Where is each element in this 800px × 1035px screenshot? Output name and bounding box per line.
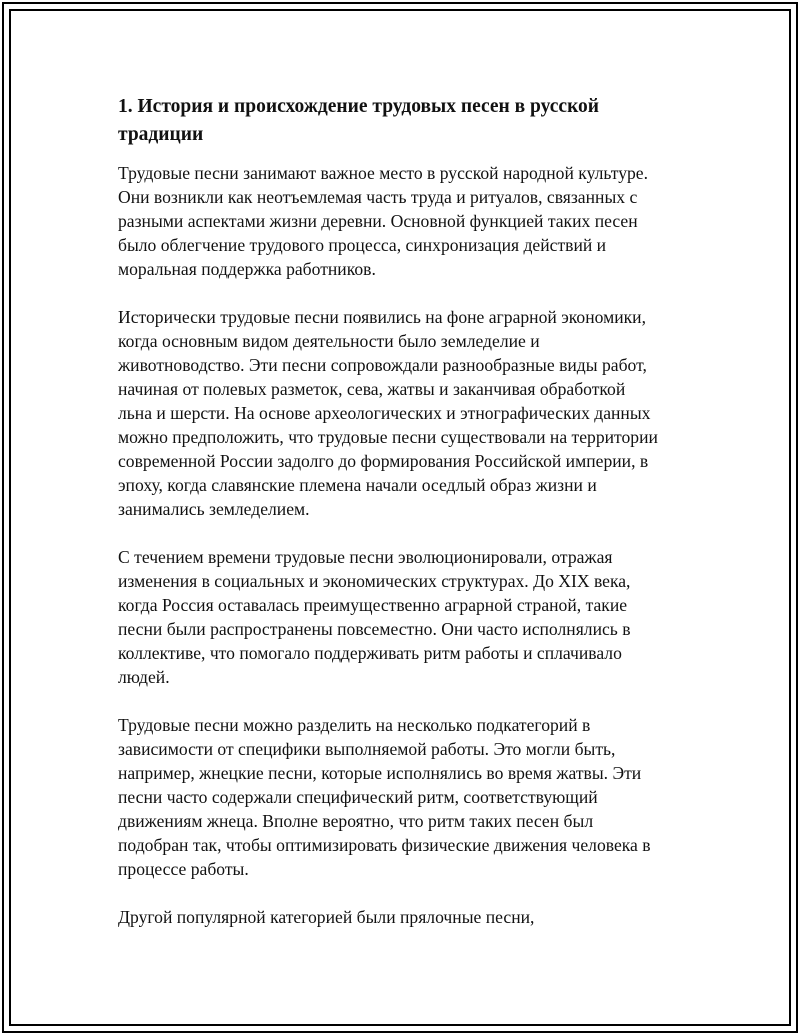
- paragraph-5: Другой популярной категорией были прялочные песни,: [118, 907, 535, 927]
- paragraph-1: Трудовые песни занимают важное место в русской народной культуре. Они возникли как неотъемлемая часть труда и ритуалов, связанных с разными аспектами жизни деревни. Основной функцией таких песен было облегчение трудового процесса, синхронизация действий и моральная поддержка работников.: [118, 163, 648, 279]
- paragraph-4: Трудовые песни можно разделить на несколько подкатегорий в зависимости от специфики выполняемой работы. Это могли быть, например, жнецкие песни, которые исполнялись во время жатвы. Эти песни часто содержали специфический ритм, соответствующий движениям жнеца. Вполне вероятно, что ритм таких песен был подобран так, чтобы оптимизировать физические движения человека в процессе работы.: [118, 715, 651, 879]
- paragraph-3: С течением времени трудовые песни эволюционировали, отражая изменения в социальных и экономических структурах. До XIX века, когда Россия оставалась преимущественно аграрной страной, такие песни были распространены повсеместно. Они часто исполнялись в коллективе, что помогало поддерживать ритм работы и сплачивало людей.: [118, 547, 631, 687]
- document-body: [118, 93, 698, 953]
- paragraph-2: Исторически трудовые песни появились на фоне аграрной экономики, когда основным видом деятельности было земледелие и животноводство. Эти песни сопровождали разнообразные виды работ, начиная от полевых разметок, сева, жатвы и заканчивая обработкой льна и шерсти. На основе археологических и этнографических данных можно предположить, что трудовые песни существовали на территории современной России задолго до формирования Российской империи, в эпоху, когда славянские племена начали оседлый образ жизни и занимались земледелием.: [118, 307, 658, 519]
- section-heading: 1. История и происхождение трудовых песен в русской традиции: [118, 96, 600, 145]
